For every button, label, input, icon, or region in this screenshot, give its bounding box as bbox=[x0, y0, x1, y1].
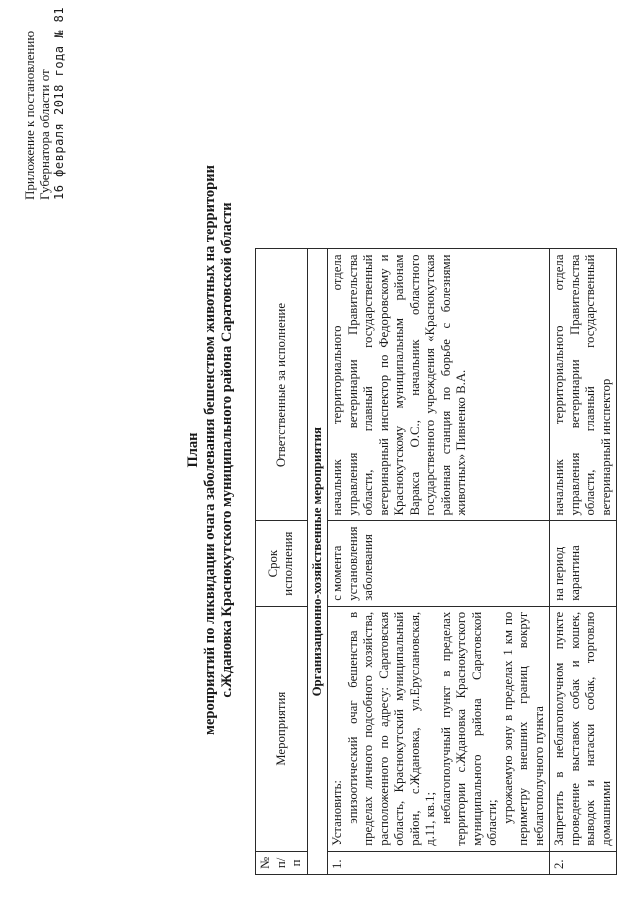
row-num: 2. bbox=[550, 851, 617, 874]
row-num: 1. bbox=[328, 851, 550, 874]
header-num: № п/п bbox=[256, 851, 308, 874]
section-row bbox=[307, 249, 328, 875]
row-term: с момента установления заболевания bbox=[328, 521, 550, 606]
appendix-line-1: Приложение к постановлению bbox=[22, 30, 37, 200]
activity-intro: Установить: bbox=[330, 780, 344, 846]
appendix-line-2: Губернатора области от bbox=[37, 69, 52, 200]
table-row bbox=[550, 249, 617, 875]
title-heading: План bbox=[185, 432, 201, 468]
row-activity: Запретить в неблагополучном пункте проведение выставок собак и кошек, выводок и натаски собак, торговлю домашними bbox=[550, 606, 617, 851]
title-line-1: мероприятий по ликвидации очага заболевания бешенством животных на территории bbox=[202, 165, 218, 735]
row-responsible: начальник территориального отдела управления ветеринарии Правительства области, главный государственный ветеринарный инспектор bbox=[550, 249, 617, 521]
section-title: Организационно-хозяйственные мероприятия bbox=[307, 249, 328, 875]
activity-paragraph: эпизоотический очаг бешенства в пределах личного подсобного хозяйства, расположенного по адресу: Саратовская область, Краснокутский муниципальный район, с.Ждановка, ул.Еруслановская, д.11, кв.1; bbox=[345, 611, 437, 846]
row-term: на период карантина bbox=[550, 521, 617, 606]
appendix-date: 16 февраля 2018 года № 81 bbox=[52, 6, 66, 200]
header-term: Срок исполнения bbox=[256, 521, 308, 606]
document-title bbox=[185, 35, 236, 865]
table-row bbox=[328, 249, 550, 875]
appendix-note bbox=[22, 6, 67, 200]
table-header-row bbox=[256, 249, 308, 875]
row-activity bbox=[328, 606, 550, 851]
row-responsible: начальник территориального отдела управления ветеринарии Правительства области, главный государственный ветеринарный инспектор по Федоровскому и Краснокутскому муниципальным районам Варакса О.С., начальник областного государственного учреждения «Краснокутская районная станция по борьбе с болезнями животных» Пивненко В.А. bbox=[328, 249, 550, 521]
plan-table bbox=[255, 249, 617, 876]
title-line-2: с.Ждановка Краснокутского муниципального района Саратовской области bbox=[219, 202, 235, 698]
activity-paragraph: неблагополучный пункт в пределах территории с.Ждановка Краснокутского муниципального района Саратовской области; bbox=[438, 611, 499, 846]
header-responsible: Ответственные за исполнение bbox=[256, 249, 308, 521]
activity-paragraph: угрожаемую зону в пределах 1 км по периметру внешних границ вокруг неблагополучного пункта bbox=[500, 611, 546, 846]
header-activities: Мероприятия bbox=[256, 606, 308, 851]
